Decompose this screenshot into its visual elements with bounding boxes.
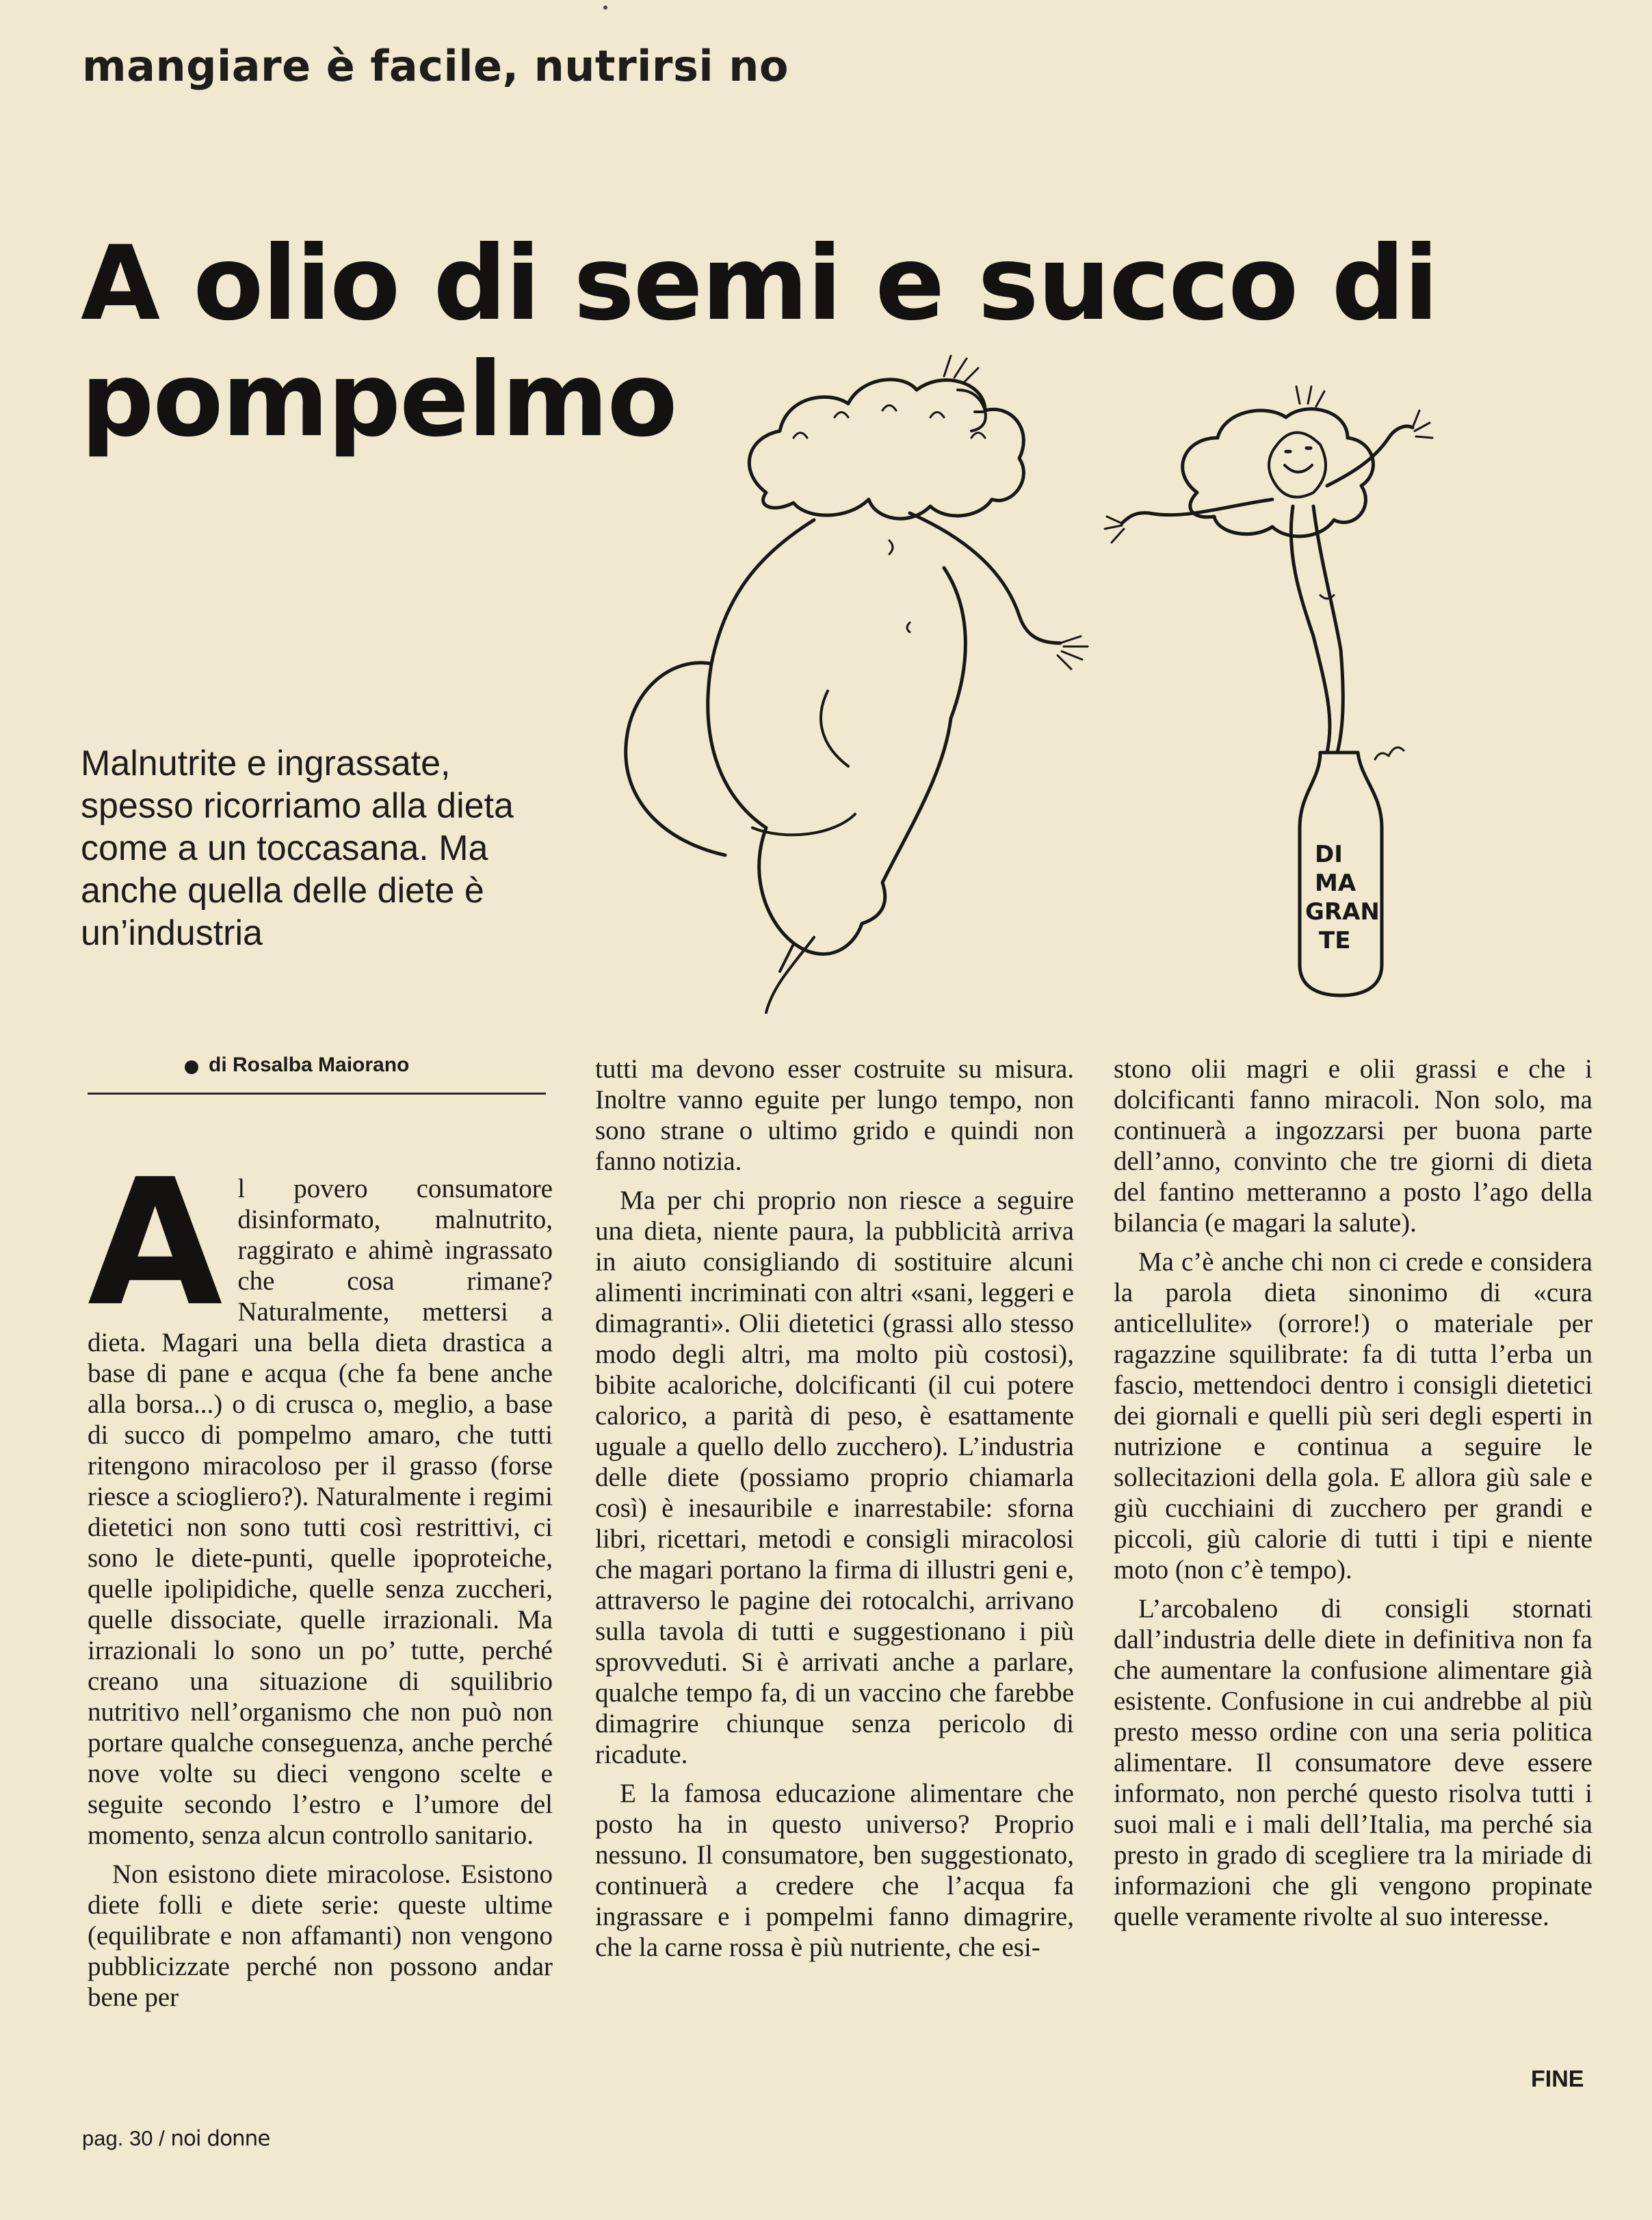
paragraph: Non esistono diete miracolose. Esistono diete folli e diete serie: queste ultime (equilibrate e non affamanti) non vengono pubblicizzate perché non possono andar bene per — [88, 1859, 553, 2012]
print-mark — [603, 5, 607, 10]
footer-separator: / — [159, 2126, 165, 2150]
byline-rule — [88, 1093, 546, 1095]
end-mark: FINE — [1531, 2066, 1584, 2092]
publication-name: noi donne — [170, 2126, 270, 2151]
byline: di Rosalba Maiorano — [209, 1054, 410, 1076]
text-column-1 — [88, 1142, 553, 2021]
bottle-label-line-1: DI — [1315, 841, 1343, 868]
artist-signature — [1375, 748, 1404, 760]
cartoon-illustration — [588, 335, 1587, 1026]
text-column-2 — [595, 1054, 1074, 1971]
bottle-label-line-2: MA — [1315, 870, 1356, 897]
paragraph: l povero consumatore disinformato, malnutrito, raggirato e ahimè ingrassato che cosa rimane? Naturalmente, mettersi a dieta. Magari una bella dieta drastica a base di pane e acqua (che fa bene anche alla borsa...) o di crusca o, meglio, a base di succo di pompelmo amaro, che tutti ritengono miracoloso per il grasso (forse riesce a sciogliero?). Naturalmente i regimi dietetici non sono tutti così restrittivi, ci sono le diete-punti, quelle ipoproteiche, quelle ipolipidiche, quelle senza zuccheri, quelle dissociate, quelle irrazionali. Ma irrazionali lo sono un po’ tutte, perché creano una situazione di squilibrio nutritivo nell’organismo che non può non portare qualche conseguenza, anche perché nove volte su dieci vengono scelte e seguite secondo l’estro e l’umore del momento, senza alcun controllo sanitario. — [88, 1174, 553, 1850]
bottle-label-line-4: TE — [1319, 927, 1351, 954]
standfirst: Malnutrite e ingrassate, spesso ricorriamo alla dieta come a un toccasana. Ma anche quella delle diete è un’industria — [81, 744, 514, 953]
page-footer — [82, 2126, 270, 2151]
paragraph: L’arcobaleno di consigli stornati dall’industria delle diete in definitiva non fa che aumentare la confusione alimentare già esistente. Confusione in cui andrebbe al più presto messo ordine con una seria politica alimentare. Il consumatore deve essere informato, non perché questo risolva tutti i suoi mali e i mali dell’Italia, ma perché sia presto in grado di scegliere tra la miriade di informazioni che gli vengono propinate quelle veramente rivolte al suo interesse. — [1114, 1594, 1592, 1931]
paragraph: Ma c’è anche chi non ci crede e considera la parola dieta sinonimo di «cura anticellulite» (orrore!) o materiale per ragazzine squilibrate: fa di tutta l’erba un fascio, mettendoci dentro i consigli dietetici dei giornali e quelli più seri degli esperti in nutrizione e continua a seguire le sollecitazioni della gola. E allora giù sale e giù cucchiaini di zucchero per grandi e piccoli, giù calorie di tutti i tipi e niente moto (non c’è tempo). — [1114, 1247, 1592, 1584]
paragraph: E la famosa educazione alimentare che posto ha in questo universo? Proprio nessuno. Il consumatore, ben suggestionato, continuerà a credere che l’acqua fa ingrassare e i pompelmi fanno dimagrire, che la carne rossa è più nutriente, che esi- — [595, 1779, 1074, 1962]
drop-cap: A — [88, 1142, 223, 1345]
byline-bullet — [185, 1060, 198, 1074]
paragraph: stono olii magri e olii grassi e che i dolcificanti fanno miracoli. Non solo, ma continuerà a ingozzarsi per buona parte dell’anno, convinto che tre giorni di dieta del fantino metteranno a posto l’ago della bilancia (e magari la salute). — [1114, 1054, 1592, 1238]
fat-woman-drawing — [626, 356, 1088, 1013]
paragraph: tutti ma devono esser costruite su misura. Inoltre vanno eguite per lungo tempo, non sono strane o ultimo grido e quindi non fanno notizia. — [595, 1054, 1074, 1176]
article-title: A olio di semi e succo di pompelmo — [81, 224, 1438, 460]
page-number: pag. 30 — [82, 2126, 153, 2150]
paragraph: Ma per chi proprio non riesce a seguire una dieta, niente paura, la pubblicità arriva in aiuto consigliando di sostituire alcuni alimenti incriminati con altri «sani, leggeri e dimagranti». Olii dietetici (grassi allo stesso modo degli altri, ma molto più costosi), bibite acaloriche, dolcificanti (il cui potere calorico, a parità di peso, è esattamente uguale a quello dello zucchero). L’industria delle diete (possiamo proprio chiamarla così) è inesauribile e inarrestabile: sforna libri, ricettari, metodi e consigli miracolosi che magari portano la firma di illustri geni e, attraverso le pagine dei rotocalchi, arrivano sulla tavola di tutti e suggestionano i più sprovveduti. Si è arrivati anche a parlare, qualche tempo fa, di un vaccino che farebbe dimagrire chiunque senza pericolo di ricadute. — [595, 1186, 1074, 1769]
text-column-3 — [1114, 1054, 1592, 1940]
section-kicker: mangiare è facile, nutrirsi no — [82, 41, 789, 91]
thin-woman-drawing — [1105, 387, 1432, 995]
bottle-label-line-3: GRAN — [1305, 898, 1380, 926]
